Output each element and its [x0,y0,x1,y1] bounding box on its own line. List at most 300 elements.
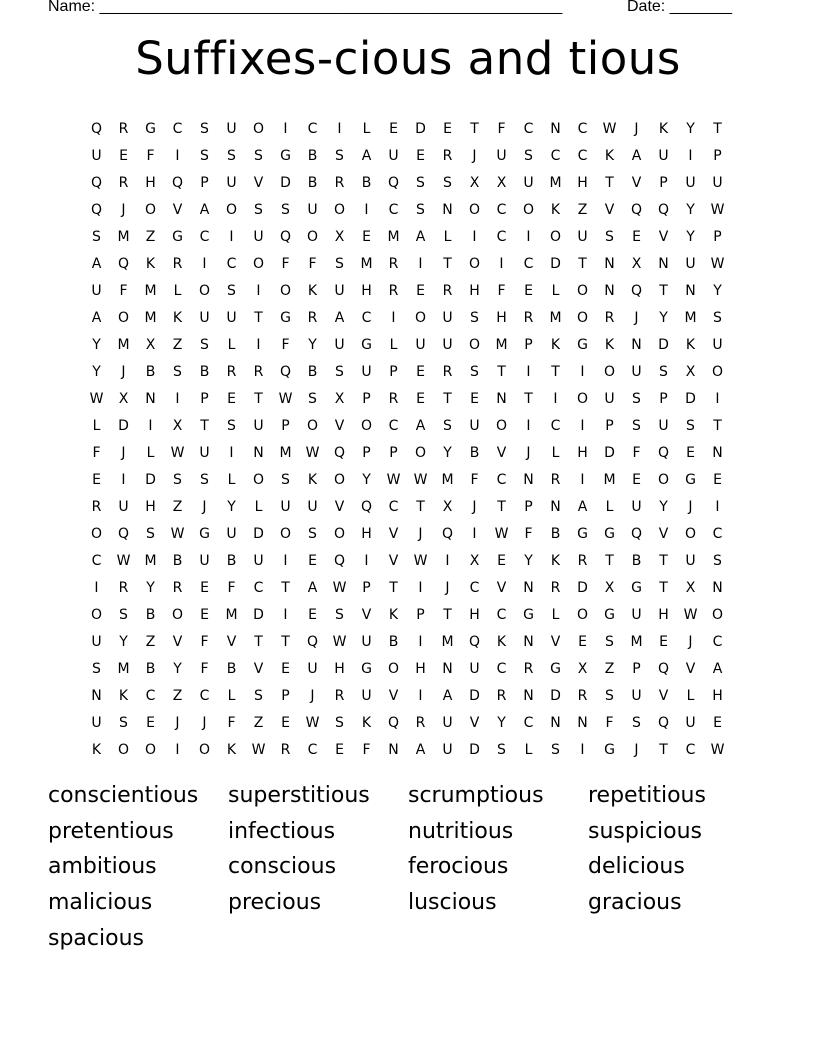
grid-letter[interactable]: L [146,444,155,461]
grid-letter[interactable]: L [443,228,452,245]
grid-letter[interactable]: V [388,687,399,704]
grid-letter[interactable]: R [334,174,345,191]
grid-letter[interactable]: J [418,525,423,542]
grid-letter[interactable]: U [361,687,372,704]
grid-letter[interactable]: A [577,498,588,515]
grid-letter[interactable]: P [524,498,533,515]
grid-letter[interactable]: K [550,336,561,353]
grid-letter[interactable]: C [496,471,507,488]
grid-letter[interactable]: U [253,552,264,569]
grid-letter[interactable]: N [496,390,507,407]
grid-letter[interactable]: P [281,687,290,704]
grid-letter[interactable]: N [442,660,453,677]
grid-letter[interactable]: C [577,147,588,164]
grid-letter[interactable]: Q [333,552,346,569]
grid-letter[interactable]: A [361,147,372,164]
grid-letter[interactable]: F [362,741,371,758]
grid-letter[interactable]: I [526,363,531,380]
grid-letter[interactable]: P [605,417,614,434]
grid-letter[interactable]: A [442,687,453,704]
grid-letter[interactable]: Z [172,498,183,515]
grid-letter[interactable]: P [200,390,209,407]
grid-letter[interactable]: S [632,417,641,434]
grid-letter[interactable]: Q [90,120,103,137]
grid-letter[interactable]: E [281,714,290,731]
grid-letter[interactable]: X [334,228,345,245]
grid-letter[interactable]: Y [497,714,506,731]
grid-letter[interactable]: Y [146,579,155,596]
grid-letter[interactable]: W [278,390,293,407]
grid-letter[interactable]: R [334,687,345,704]
grid-letter[interactable]: R [307,309,318,326]
grid-letter[interactable]: Z [577,201,588,218]
grid-letter[interactable]: U [280,498,291,515]
grid-letter[interactable]: N [523,687,534,704]
grid-letter[interactable]: K [91,741,102,758]
grid-letter[interactable]: Q [333,444,346,461]
grid-letter[interactable]: S [659,363,668,380]
grid-letter[interactable]: H [469,282,480,299]
grid-letter[interactable]: O [198,282,211,299]
grid-letter[interactable]: Q [117,525,130,542]
grid-letter[interactable]: S [119,606,128,623]
grid-letter[interactable]: E [308,552,317,569]
grid-letter[interactable]: O [657,471,670,488]
grid-letter[interactable]: J [688,633,693,650]
grid-letter[interactable]: M [441,471,454,488]
grid-letter[interactable]: W [89,390,104,407]
grid-letter[interactable]: Y [686,201,695,218]
grid-letter[interactable]: F [497,120,506,137]
grid-letter[interactable]: W [170,444,185,461]
grid-letter[interactable]: F [92,444,101,461]
grid-letter[interactable]: R [415,714,426,731]
grid-letter[interactable]: P [659,390,668,407]
grid-letter[interactable]: S [416,174,425,191]
grid-letter[interactable]: N [712,579,723,596]
grid-letter[interactable]: R [91,498,102,515]
grid-letter[interactable]: N [631,336,642,353]
grid-letter[interactable]: K [388,606,399,623]
grid-letter[interactable]: A [712,660,723,677]
grid-letter[interactable]: Q [279,363,292,380]
grid-letter[interactable]: R [118,120,129,137]
grid-letter[interactable]: N [550,714,561,731]
grid-letter[interactable]: B [226,660,237,677]
grid-letter[interactable]: S [551,741,560,758]
grid-letter[interactable]: U [685,714,696,731]
grid-letter[interactable]: B [469,444,480,461]
grid-letter[interactable]: W [710,201,725,218]
grid-letter[interactable]: L [551,282,560,299]
grid-letter[interactable]: T [497,363,506,380]
grid-letter[interactable]: S [281,201,290,218]
grid-letter[interactable]: H [577,174,588,191]
grid-letter[interactable]: L [173,282,182,299]
grid-letter[interactable]: T [254,633,263,650]
grid-letter[interactable]: M [117,228,130,245]
grid-letter[interactable]: I [418,633,423,650]
grid-letter[interactable]: O [144,201,157,218]
grid-letter[interactable]: V [172,201,183,218]
grid-letter[interactable]: U [307,201,318,218]
grid-letter[interactable]: U [442,309,453,326]
grid-letter[interactable]: U [631,498,642,515]
grid-letter[interactable]: T [605,552,614,569]
grid-letter[interactable]: C [388,417,399,434]
grid-letter[interactable]: F [605,714,614,731]
grid-letter[interactable]: K [685,336,696,353]
grid-letter[interactable]: U [658,417,669,434]
grid-letter[interactable]: T [578,255,587,272]
grid-letter[interactable]: O [252,120,265,137]
grid-letter[interactable]: H [361,282,372,299]
grid-letter[interactable]: V [334,498,345,515]
grid-letter[interactable]: P [362,444,371,461]
grid-letter[interactable]: A [199,201,210,218]
grid-letter[interactable]: M [360,255,373,272]
grid-letter[interactable]: Y [659,309,668,326]
grid-letter[interactable]: I [364,201,369,218]
grid-letter[interactable]: S [146,525,155,542]
grid-letter[interactable]: K [361,714,372,731]
grid-letter[interactable]: S [227,282,236,299]
grid-letter[interactable]: X [442,498,453,515]
grid-letter[interactable]: T [200,417,209,434]
grid-letter[interactable]: S [119,714,128,731]
grid-letter[interactable]: M [117,336,130,353]
grid-letter[interactable]: O [468,255,481,272]
grid-letter[interactable]: N [712,444,723,461]
grid-letter[interactable]: Q [657,714,670,731]
grid-letter[interactable]: R [577,552,588,569]
grid-letter[interactable]: C [523,714,534,731]
grid-letter[interactable]: U [361,633,372,650]
grid-letter[interactable]: U [442,714,453,731]
grid-letter[interactable]: T [659,579,668,596]
grid-letter[interactable]: P [362,390,371,407]
grid-letter[interactable]: Q [468,633,481,650]
grid-letter[interactable]: J [445,579,450,596]
grid-letter[interactable]: N [604,282,615,299]
grid-letter[interactable]: S [605,633,614,650]
grid-letter[interactable]: T [524,390,533,407]
grid-letter[interactable]: F [119,282,128,299]
grid-letter[interactable]: Y [686,120,695,137]
grid-letter[interactable]: Q [90,201,103,218]
grid-letter[interactable]: N [91,687,102,704]
grid-letter[interactable]: E [92,471,101,488]
grid-letter[interactable]: I [715,390,720,407]
grid-letter[interactable]: B [307,363,318,380]
grid-letter[interactable]: L [686,687,695,704]
grid-letter[interactable]: D [685,390,696,407]
grid-letter[interactable]: F [227,714,236,731]
grid-letter[interactable]: I [256,282,261,299]
grid-letter[interactable]: V [658,228,669,245]
grid-letter[interactable]: S [335,255,344,272]
grid-letter[interactable]: S [470,309,479,326]
grid-letter[interactable]: O [333,471,346,488]
grid-letter[interactable]: C [91,552,102,569]
grid-letter[interactable]: R [226,363,237,380]
grid-letter[interactable]: Y [713,282,722,299]
grid-letter[interactable]: I [580,417,585,434]
grid-letter[interactable]: O [279,282,292,299]
grid-letter[interactable]: I [472,228,477,245]
grid-letter[interactable]: D [253,525,264,542]
grid-letter[interactable]: H [361,525,372,542]
grid-letter[interactable]: U [496,147,507,164]
grid-letter[interactable]: L [92,417,101,434]
grid-letter[interactable]: V [604,201,615,218]
grid-letter[interactable]: N [523,471,534,488]
grid-letter[interactable]: K [550,201,561,218]
grid-letter[interactable]: O [279,525,292,542]
grid-letter[interactable]: X [118,390,129,407]
grid-letter[interactable]: R [118,174,129,191]
grid-letter[interactable]: R [253,363,264,380]
grid-letter[interactable]: A [91,255,102,272]
grid-letter[interactable]: V [469,714,480,731]
grid-letter[interactable]: J [121,444,126,461]
grid-letter[interactable]: O [225,201,238,218]
grid-letter[interactable]: Z [172,687,183,704]
grid-letter[interactable]: E [200,606,209,623]
grid-letter[interactable]: P [659,174,668,191]
grid-letter[interactable]: J [688,498,693,515]
grid-letter[interactable]: U [118,498,129,515]
grid-letter[interactable]: M [144,282,157,299]
grid-letter[interactable]: J [202,498,207,515]
grid-letter[interactable]: N [550,120,561,137]
grid-letter[interactable]: R [388,282,399,299]
grid-letter[interactable]: G [604,525,615,542]
grid-letter[interactable]: O [711,363,724,380]
grid-letter[interactable]: T [470,120,479,137]
grid-letter[interactable]: S [227,147,236,164]
grid-letter[interactable]: D [550,687,561,704]
grid-letter[interactable]: I [580,471,585,488]
grid-letter[interactable]: K [604,147,615,164]
grid-letter[interactable]: J [472,498,477,515]
grid-letter[interactable]: I [283,120,288,137]
grid-letter[interactable]: S [497,741,506,758]
grid-letter[interactable]: U [226,120,237,137]
grid-letter[interactable]: G [361,660,372,677]
grid-letter[interactable]: X [685,363,696,380]
grid-letter[interactable]: E [659,633,668,650]
grid-letter[interactable]: S [92,228,101,245]
grid-letter[interactable]: O [144,741,157,758]
grid-letter[interactable]: I [202,255,207,272]
grid-letter[interactable]: V [361,606,372,623]
grid-letter[interactable]: T [659,552,668,569]
grid-letter[interactable]: I [229,228,234,245]
grid-letter[interactable]: N [523,579,534,596]
grid-letter[interactable]: B [172,552,183,569]
grid-letter[interactable]: A [415,228,426,245]
grid-letter[interactable]: O [333,525,346,542]
grid-letter[interactable]: J [121,363,126,380]
grid-letter[interactable]: T [605,174,614,191]
grid-letter[interactable]: I [526,228,531,245]
grid-letter[interactable]: I [580,741,585,758]
grid-letter[interactable]: O [414,309,427,326]
grid-letter[interactable]: O [576,606,589,623]
grid-letter[interactable]: T [713,417,722,434]
grid-letter[interactable]: T [254,309,263,326]
grid-letter[interactable]: J [310,687,315,704]
grid-letter[interactable]: S [416,201,425,218]
grid-letter[interactable]: U [685,255,696,272]
grid-letter[interactable]: R [172,579,183,596]
grid-letter[interactable]: S [308,390,317,407]
grid-letter[interactable]: S [200,471,209,488]
grid-letter[interactable]: X [685,579,696,596]
grid-letter[interactable]: Z [172,336,183,353]
grid-letter[interactable]: D [118,417,129,434]
grid-letter[interactable]: E [713,714,722,731]
grid-letter[interactable]: I [418,579,423,596]
grid-letter[interactable]: V [388,525,399,542]
grid-letter[interactable]: O [360,417,373,434]
grid-letter[interactable]: D [604,444,615,461]
grid-letter[interactable]: M [144,309,157,326]
grid-letter[interactable]: W [602,120,617,137]
grid-letter[interactable]: F [470,471,479,488]
grid-letter[interactable]: G [361,336,372,353]
grid-letter[interactable]: M [117,660,130,677]
grid-letter[interactable]: H [415,660,426,677]
grid-letter[interactable]: P [200,174,209,191]
grid-letter[interactable]: O [198,741,211,758]
grid-letter[interactable]: A [307,579,318,596]
grid-letter[interactable]: E [443,120,452,137]
grid-letter[interactable]: T [281,579,290,596]
grid-letter[interactable]: U [631,687,642,704]
grid-letter[interactable]: T [443,255,452,272]
grid-letter[interactable]: V [172,633,183,650]
grid-letter[interactable]: Y [524,552,533,569]
grid-letter[interactable]: J [634,741,639,758]
grid-letter[interactable]: D [253,606,264,623]
grid-letter[interactable]: D [469,741,480,758]
grid-letter[interactable]: Y [92,363,101,380]
grid-letter[interactable]: M [225,606,238,623]
grid-letter[interactable]: I [688,147,693,164]
grid-letter[interactable]: B [307,147,318,164]
grid-letter[interactable]: K [550,552,561,569]
grid-letter[interactable]: R [523,660,534,677]
grid-letter[interactable]: U [334,336,345,353]
grid-letter[interactable]: F [146,147,155,164]
grid-letter[interactable]: Q [90,174,103,191]
grid-letter[interactable]: G [631,579,642,596]
grid-letter[interactable]: U [226,525,237,542]
grid-letter[interactable]: E [362,228,371,245]
grid-letter[interactable]: S [335,714,344,731]
grid-letter[interactable]: H [145,498,156,515]
grid-letter[interactable]: Z [145,633,156,650]
grid-letter[interactable]: U [199,552,210,569]
grid-letter[interactable]: B [550,525,561,542]
grid-letter[interactable]: Z [145,228,156,245]
grid-letter[interactable]: O [576,390,589,407]
grid-letter[interactable]: B [199,363,210,380]
grid-letter[interactable]: L [605,498,614,515]
grid-letter[interactable]: W [332,633,347,650]
grid-letter[interactable]: R [388,255,399,272]
grid-letter[interactable]: I [499,255,504,272]
grid-letter[interactable]: C [685,741,696,758]
grid-letter[interactable]: B [361,174,372,191]
grid-letter[interactable]: H [577,444,588,461]
grid-letter[interactable]: Q [630,525,643,542]
grid-letter[interactable]: Q [306,633,319,650]
grid-letter[interactable]: F [281,255,290,272]
grid-letter[interactable]: M [495,336,508,353]
grid-letter[interactable]: A [631,147,642,164]
grid-letter[interactable]: C [145,687,156,704]
grid-letter[interactable]: W [683,606,698,623]
grid-letter[interactable]: Y [686,228,695,245]
grid-letter[interactable]: E [416,147,425,164]
grid-letter[interactable]: I [364,552,369,569]
grid-letter[interactable]: N [604,255,615,272]
grid-letter[interactable]: W [386,471,401,488]
grid-letter[interactable]: K [118,687,129,704]
grid-letter[interactable]: H [334,660,345,677]
grid-letter[interactable]: N [658,255,669,272]
grid-letter[interactable]: B [145,660,156,677]
grid-letter[interactable]: E [686,444,695,461]
grid-letter[interactable]: F [632,444,641,461]
grid-letter[interactable]: M [549,174,562,191]
grid-letter[interactable]: Q [171,174,184,191]
grid-letter[interactable]: W [251,741,266,758]
grid-letter[interactable]: X [496,174,507,191]
grid-letter[interactable]: U [91,147,102,164]
grid-letter[interactable]: W [710,255,725,272]
grid-letter[interactable]: X [334,390,345,407]
grid-letter[interactable]: Y [443,444,452,461]
grid-letter[interactable]: C [577,120,588,137]
grid-letter[interactable]: G [280,309,291,326]
grid-letter[interactable]: H [496,309,507,326]
grid-letter[interactable]: Y [362,471,371,488]
grid-letter[interactable]: I [526,417,531,434]
grid-letter[interactable]: V [388,552,399,569]
grid-letter[interactable]: S [605,228,614,245]
name-field[interactable]: Name: ____________________________________________________ [48,0,563,15]
grid-letter[interactable]: O [171,606,184,623]
grid-letter[interactable]: T [713,120,722,137]
grid-letter[interactable]: M [144,552,157,569]
grid-letter[interactable]: L [227,471,236,488]
grid-letter[interactable]: F [281,336,290,353]
grid-letter[interactable]: I [391,309,396,326]
grid-letter[interactable]: U [685,174,696,191]
grid-letter[interactable]: D [550,255,561,272]
grid-letter[interactable]: E [281,660,290,677]
grid-letter[interactable]: C [496,606,507,623]
grid-letter[interactable]: M [603,471,616,488]
grid-letter[interactable]: R [172,255,183,272]
grid-letter[interactable]: B [226,552,237,569]
grid-letter[interactable]: E [227,390,236,407]
grid-letter[interactable]: Q [360,498,373,515]
